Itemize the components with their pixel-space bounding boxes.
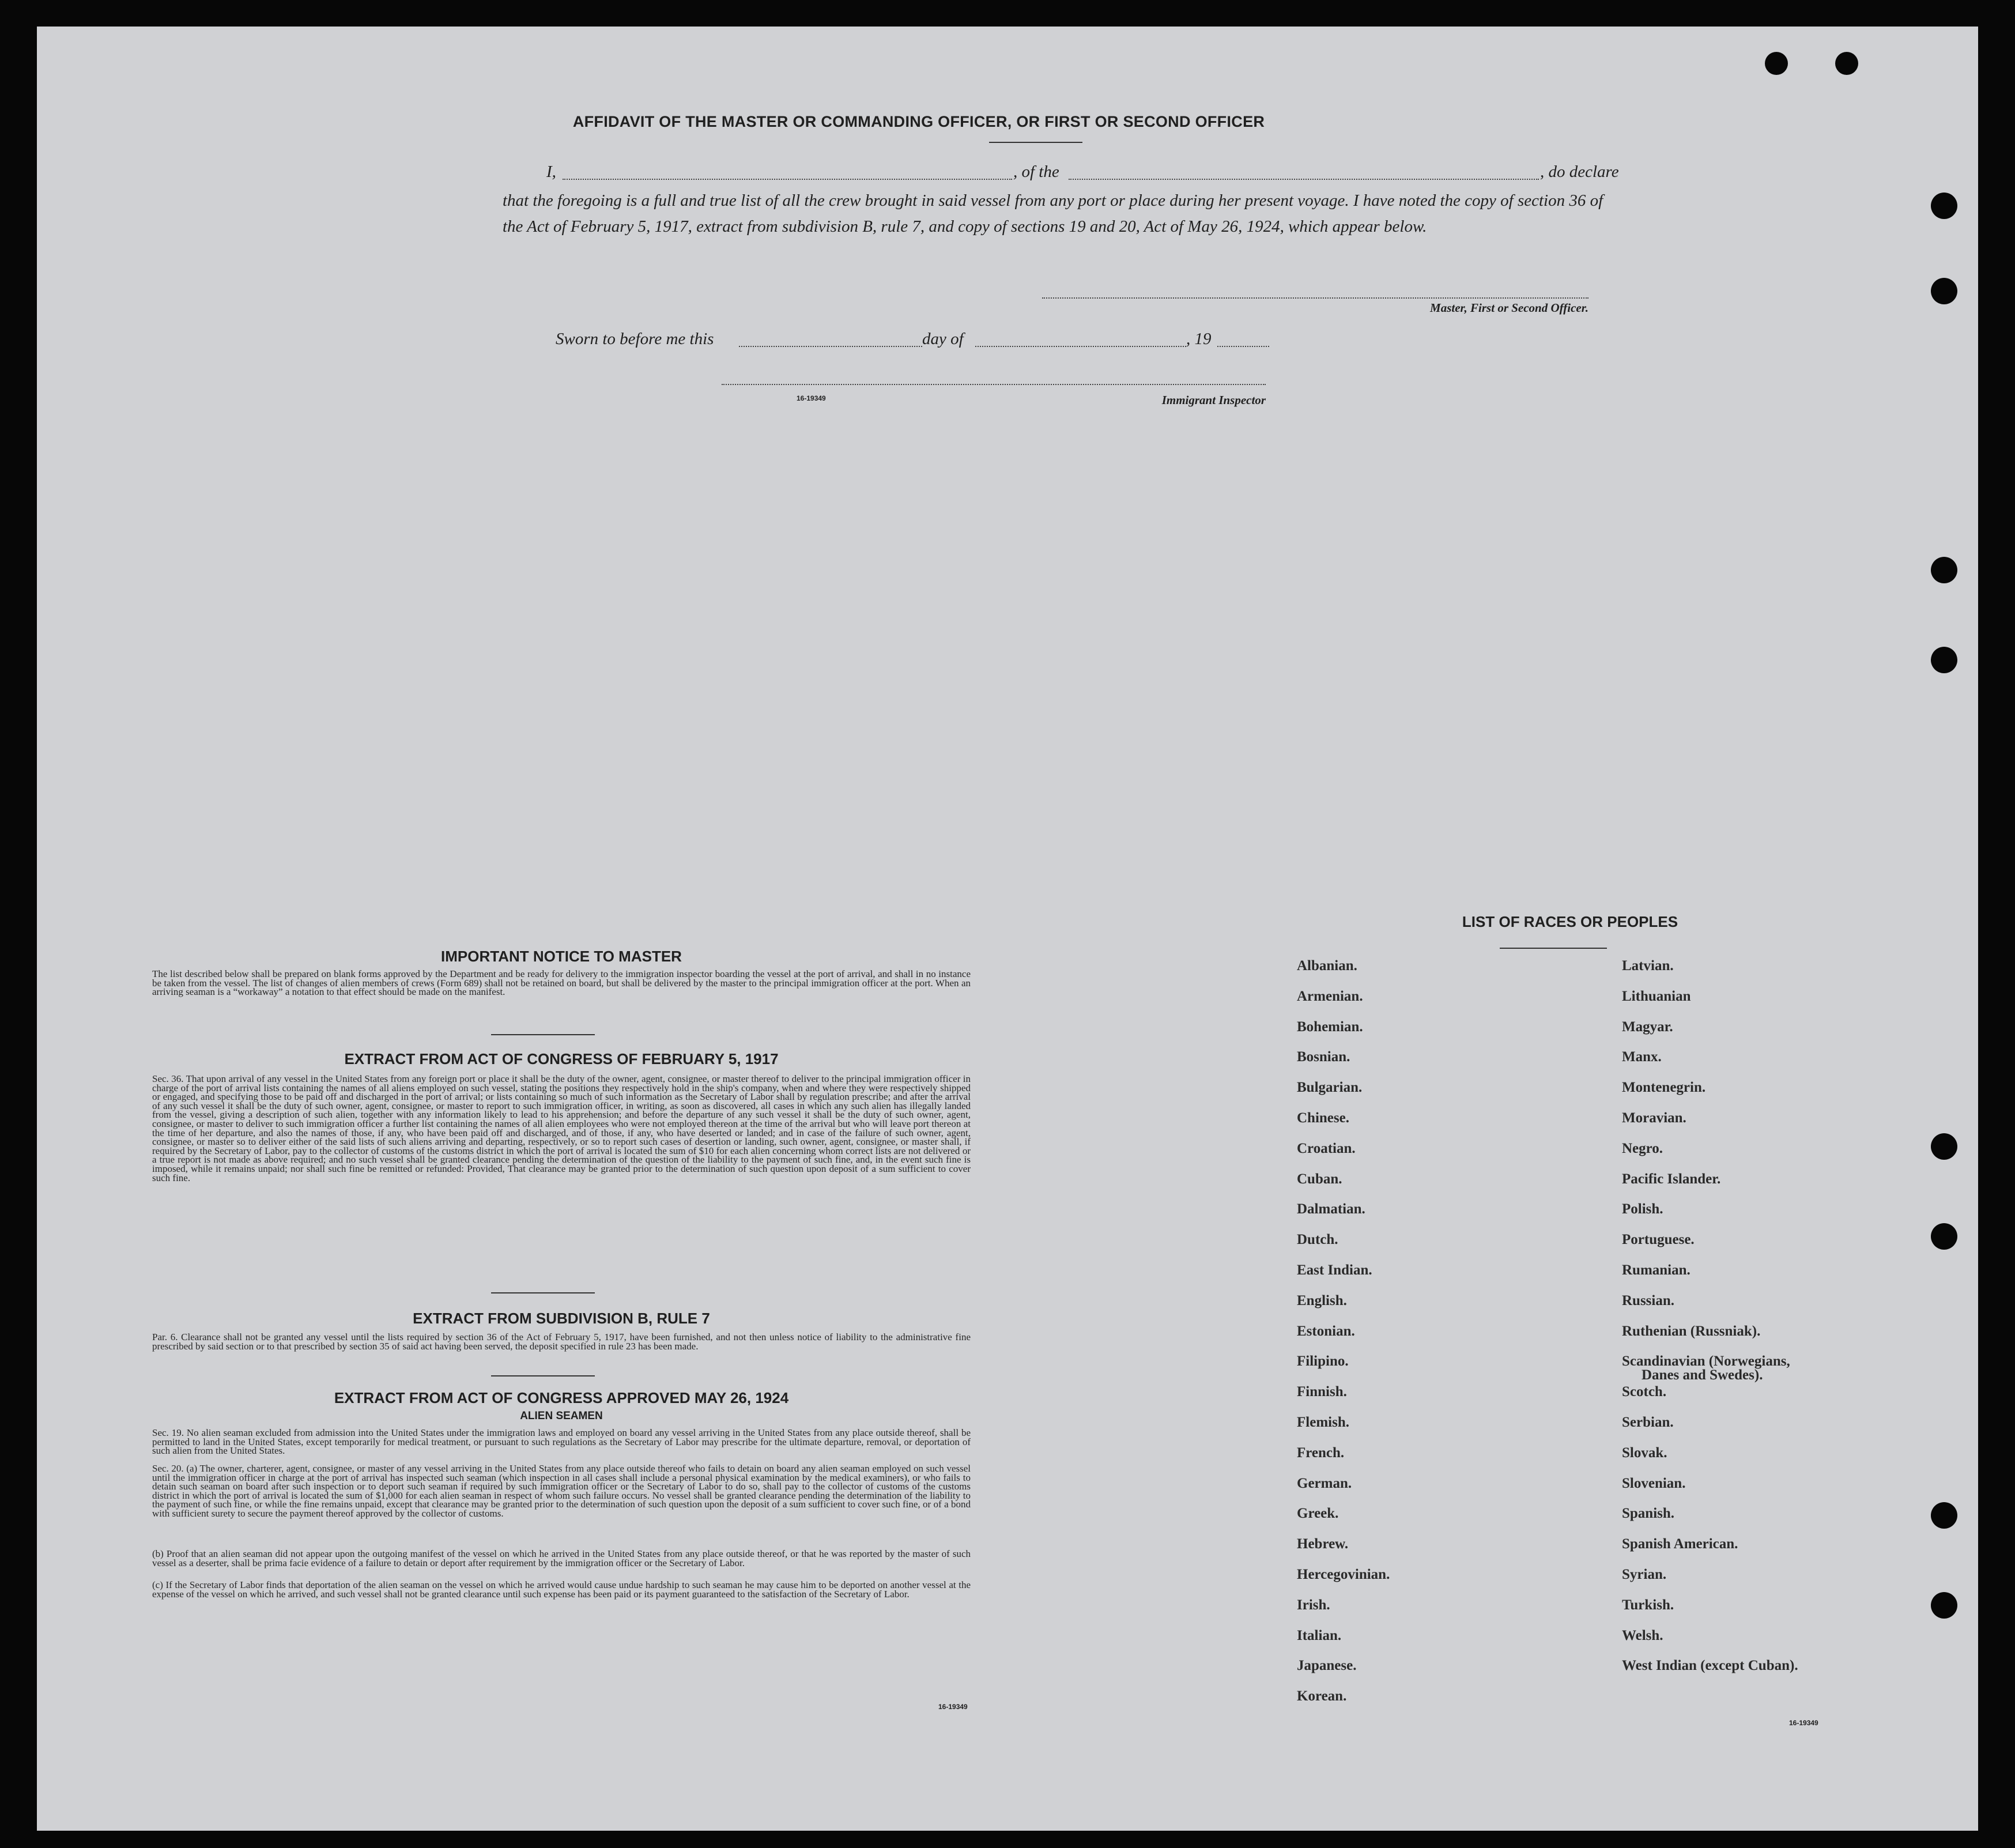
race-item: Serbian.: [1622, 1415, 1674, 1430]
notice-title: IMPORTANT NOTICE TO MASTER: [441, 948, 682, 965]
declarant-label: I,: [546, 163, 556, 181]
race-item: East Indian.: [1297, 1262, 1372, 1278]
races-divider: [1500, 948, 1607, 949]
race-item: Moravian.: [1622, 1110, 1686, 1126]
race-item: Finnish.: [1297, 1384, 1347, 1400]
signature-label: Master, First or Second Officer.: [1430, 301, 1588, 315]
race-item: Welsh.: [1622, 1627, 1663, 1643]
race-item: Slovak.: [1622, 1445, 1667, 1461]
race-item: Flemish.: [1297, 1415, 1349, 1430]
form-number: 16-19349: [797, 394, 826, 402]
declare-label: , do declare: [1540, 163, 1619, 181]
punch-hole: [1931, 278, 1957, 304]
race-item: Filipino.: [1297, 1353, 1349, 1370]
punch-hole: [1765, 52, 1788, 75]
extract-1924-subtitle: ALIEN SEAMEN: [520, 1410, 603, 1422]
race-item: Hercegovinian.: [1297, 1567, 1390, 1582]
section-divider: [491, 1034, 595, 1035]
sec-19-text: Sec. 19. No alien seaman excluded from admission into the United States under the immigration laws and employed on board any vessel arriving in the United States from any place outside thereof, shall be permitted to land in the United States, except temporarily for medical treatment, or pursuant to such regulations as the Secretary of Labor may prescribe for the ultimate departure, removal, or deportation of such alien from the United States.: [152, 1427, 971, 1457]
race-item: West Indian (except Cuban).: [1622, 1658, 1798, 1674]
race-item: Estonian.: [1297, 1323, 1355, 1339]
notice-text: The list described below shall be prepared on blank forms approved by the Department and be ready for delivery to the immigration inspector boarding the vessel at the port of arrival, and shall in no instance be taken from the vessel. The list of changes of alien members of crews (Form 689) shall not be retained on board, but shall be delivered by the master to the principal immigration officer at the port. When an arriving seaman is a “workaway” a notation to that effect should be made on the manifest.: [152, 968, 971, 998]
vessel-name-field[interactable]: [1069, 179, 1539, 180]
race-item: Dalmatian.: [1297, 1201, 1365, 1217]
punch-hole: [1931, 1592, 1957, 1619]
punch-hole: [1931, 1502, 1957, 1529]
signature-field[interactable]: [1042, 297, 1588, 299]
sec-20b-text: (b) Proof that an alien seaman did not appear upon the outgoing manifest of the vessel on which he arrived in the United States from any place outside thereof, or that he was reported by the master of such vessel as a deserter, shall be prima facie evidence of a failure to detain or deport after requirement by the immigration officer or the Secretary of Labor.: [152, 1548, 971, 1568]
race-item: English.: [1297, 1292, 1347, 1308]
race-item: Montenegrin.: [1622, 1080, 1706, 1096]
race-item: Bosnian.: [1297, 1049, 1350, 1065]
race-item: Magyar.: [1622, 1019, 1673, 1035]
race-item: Croatian.: [1297, 1140, 1356, 1156]
race-item: Negro.: [1622, 1140, 1663, 1156]
race-item: Rumanian.: [1622, 1262, 1691, 1278]
sec-20c-text: (c) If the Secretary of Labor finds that deportation of the alien seaman on the vessel on which he arrived would cause undue hardship to such seaman he may cause him to be deported on another vessel at the expense of the vessel on which he arrived, and such vessel shall not be granted clearance until such expense has been paid or its payment guaranteed to the satisfaction of the Secretary of Labor.: [152, 1579, 971, 1600]
punch-hole: [1931, 193, 1957, 219]
race-item: Italian.: [1297, 1627, 1342, 1643]
form-number: 16-19349: [1789, 1719, 1818, 1727]
punch-hole: [1931, 557, 1957, 583]
race-item: Ruthenian (Russniak).: [1622, 1323, 1761, 1339]
declarant-name-field[interactable]: [563, 179, 1012, 180]
race-item: Spanish.: [1622, 1506, 1675, 1522]
race-item: Polish.: [1622, 1201, 1663, 1217]
extract-rule7-text: Par. 6. Clearance shall not be granted any vessel until the lists required by section 36 of the Act of February 5, 1917, have been furnished, and not then unless notice of liability to the administrative fine prescribed by said section or to that prescribed by section 35 of said act having been served, the deposit specified in rule 23 has been made.: [152, 1332, 971, 1352]
race-item: Lithuanian: [1622, 988, 1691, 1004]
sworn-month-field[interactable]: [975, 346, 1186, 347]
race-item: Korean.: [1297, 1688, 1347, 1704]
race-item: Pacific Islander.: [1622, 1171, 1721, 1187]
race-item: Turkish.: [1622, 1597, 1674, 1613]
title-divider: [989, 142, 1082, 143]
race-item: Bulgarian.: [1297, 1080, 1363, 1096]
vessel-label: , of the: [1013, 163, 1059, 181]
extract-rule7-title: EXTRACT FROM SUBDIVISION B, RULE 7: [413, 1310, 710, 1327]
extract-1924-title: EXTRACT FROM ACT OF CONGRESS APPROVED MAY 26, 1924: [334, 1389, 789, 1406]
sworn-label: Sworn to before me this: [556, 330, 714, 348]
section-divider: [491, 1292, 595, 1293]
inspector-signature-field[interactable]: [722, 384, 1266, 385]
races-title: LIST OF RACES OR PEOPLES: [1462, 913, 1678, 930]
sworn-year-label: , 19: [1186, 330, 1212, 348]
declaration-text: that the foregoing is a full and true list of all the crew brought in said vessel from any port or place during her present voyage. I have noted the copy of section 36 of the Act of February 5, 1917, extract from subdivision B, rule 7, and copy of sections 19 and 20, Act of May 26, 1924, which appear below.: [503, 191, 1603, 236]
extract-1917-title: EXTRACT FROM ACT OF CONGRESS OF FEBRUARY 5, 1917: [344, 1050, 779, 1068]
extract-1917-text: Sec. 36. That upon arrival of any vessel in the United States from any foreign port or place it shall be the duty of the owner, agent, consignee, or master thereof to deliver to the principal immigration officer in charge of the port of arrival lists containing the names of all aliens employed on such vessel, stating the positions they respectively hold in the ship's company, when and where they were respectively shipped or engaged, and specifying those to be paid off and discharged in the port of arrival; or lists containing so much of such information as the Secretary of Labor shall by regulation prescribe; and after the arrival of any such vessel it shall be the duty of such owner, agent, consignee, or master to report to such immigration officer, in writing, as soon as discovered, all cases in which any such alien has illegally landed from the vessel, giving a description of such alien, together with any information likely to lead to his apprehension; and before the departure of any such vessel it shall be the duty of such owner, agent, consignee, or master to deliver to such immigration officer a further list containing the names of all alien employees who were not employed thereon at the time of the arrival but who will leave port thereon at the time of her departure, and also the names of those, if any, who have been paid off and discharged, and of those, if any, who have deserted or landed; and in case of the failure of such owner, agent, consignee, or master so to deliver either of the said lists of such aliens arriving and departing, respectively, or so to report such cases of desertion or landing, such owner, agent, consignee, or master shall, if required by the Secretary of Labor, pay to the collector of customs of the customs district in which the port of arrival is located the sum of $10 for each alien concerning whom correct lists are not delivered or a true report is not made as above required; and no such vessel shall be granted clearance pending the determination of the question of the liability to the payment of such fine, and, in the event such fine is imposed, while it remains unpaid; nor shall such fine be remitted or refunded: Provided, That clearance may be granted prior to the determination of such question upon deposit of a sum sufficient to cover such fine.: [152, 1073, 971, 1183]
race-item: Bohemian.: [1297, 1019, 1363, 1035]
race-item: Danes and Swedes).: [1642, 1367, 1763, 1383]
race-item: Armenian.: [1297, 988, 1363, 1004]
race-item: Cuban.: [1297, 1171, 1342, 1187]
race-item: Portuguese.: [1622, 1232, 1695, 1248]
sworn-day-of-label: day of: [922, 330, 964, 348]
race-item: Japanese.: [1297, 1658, 1357, 1674]
punch-hole: [1931, 647, 1957, 673]
race-item: Syrian.: [1622, 1567, 1667, 1582]
race-item: Scotch.: [1622, 1384, 1667, 1400]
race-item: Hebrew.: [1297, 1536, 1349, 1552]
sec-20a-text: Sec. 20. (a) The owner, charterer, agent, consignee, or master of any vessel arriving in the United States from any place outside thereof who fails to detain on board any alien seaman employed on such vessel until the immigration officer in charge at the port of arrival has inspected such seaman (which inspection in all cases shall include a personal physical examination by the medical examiners), or who fails to detain such seaman on board after such inspection or to deport such seaman if required by such immigration officer or the Secretary of Labor to do so, shall pay to the collector of customs of the customs district in which the port of arrival is located the sum of $1,000 for each alien seaman in respect of whom such failure occurs. No vessel shall be granted clearance pending the determination of the liability to the payment of such fine, or while the fine remains unpaid, except that clearance may be granted prior to the determination of such question upon the deposit of a sum sufficient to cover such fine, or of a bond with sufficient surety to secure the payment thereof approved by the collector of customs.: [152, 1463, 971, 1519]
race-item: Albanian.: [1297, 958, 1357, 974]
affidavit-title: AFFIDAVIT OF THE MASTER OR COMMANDING OFFICER, OR FIRST OR SECOND OFFICER: [572, 113, 1265, 130]
punch-hole: [1835, 52, 1858, 75]
sworn-day-field[interactable]: [739, 346, 922, 347]
race-item: Scandinavian (Norwegians,: [1622, 1353, 1790, 1370]
sworn-year-field[interactable]: [1217, 346, 1269, 347]
race-item: Slovenian.: [1622, 1475, 1686, 1491]
race-item: French.: [1297, 1445, 1345, 1461]
race-item: Chinese.: [1297, 1110, 1349, 1126]
race-item: Spanish American.: [1622, 1536, 1738, 1552]
race-item: Dutch.: [1297, 1232, 1338, 1248]
race-item: German.: [1297, 1475, 1352, 1491]
race-item: Irish.: [1297, 1597, 1330, 1613]
race-item: Manx.: [1622, 1049, 1662, 1065]
form-number: 16-19349: [938, 1703, 968, 1711]
section-divider: [491, 1375, 595, 1376]
punch-hole: [1931, 1223, 1957, 1250]
punch-hole: [1931, 1133, 1957, 1160]
race-item: Russian.: [1622, 1292, 1675, 1308]
race-item: Latvian.: [1622, 958, 1674, 974]
inspector-label: Immigrant Inspector: [1161, 393, 1266, 407]
race-item: Greek.: [1297, 1506, 1339, 1522]
form-sheet: [37, 27, 1978, 1831]
